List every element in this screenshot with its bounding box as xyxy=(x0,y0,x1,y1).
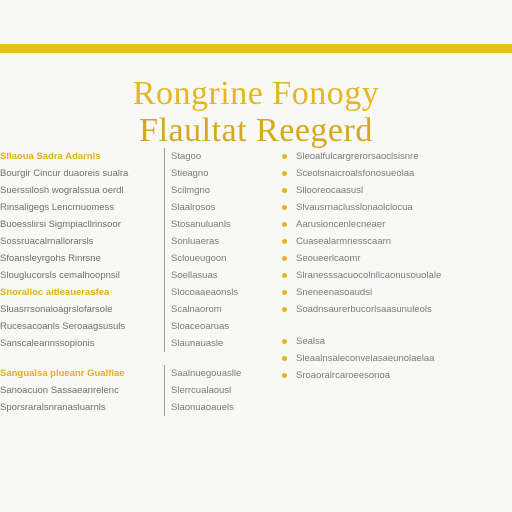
right-list-item xyxy=(280,165,510,182)
bullet-icon xyxy=(282,154,287,159)
middle-row: Scloueugoon xyxy=(164,250,254,267)
middle-row: Soellasuas xyxy=(164,267,254,284)
middle-row: Stagoo xyxy=(164,148,254,165)
page-title: Rongrine Fonogy xyxy=(132,75,380,112)
bullet-icon xyxy=(282,373,287,378)
left-row: Rinsaligegs Lencrnuomess xyxy=(0,202,115,213)
left-row: Sllaoua Sadra Adarnls xyxy=(0,151,101,162)
left-column xyxy=(0,148,140,416)
middle-row: Saalnuegouaslle xyxy=(164,365,254,382)
left-row: Slouglucorsls cemalhoopnsil xyxy=(0,270,120,281)
left-row: Sporsraralsnranasluarnls xyxy=(0,402,106,413)
right-item-text: Sllooreocaasusl xyxy=(296,185,364,196)
right-item-text: Aarusioncenlecneaer xyxy=(296,219,386,230)
middle-row: Slaunauasle xyxy=(164,335,254,352)
bullet-icon xyxy=(282,239,287,244)
bullet-icon xyxy=(282,339,287,344)
left-row: Sluasrrsonaloagrslofarsole xyxy=(0,304,113,315)
left-row: Sfoansleyrgohs Rinrsne xyxy=(0,253,101,264)
bullet-icon xyxy=(282,290,287,295)
bullet-icon xyxy=(282,205,287,210)
right-list-item xyxy=(280,250,510,267)
bullet-icon xyxy=(282,356,287,361)
right-list-item xyxy=(280,267,510,284)
right-item-text: Sealsa xyxy=(296,336,326,347)
right-item-text: Sroaoralrcaroeesonoa xyxy=(296,370,391,381)
right-item-text: Seoueerlcaomr xyxy=(296,253,361,264)
bullet-icon xyxy=(282,171,287,176)
right-item-text: Soadnsaurerbucorlsaasunuleols xyxy=(296,304,432,315)
middle-row: Sloaceoaruas xyxy=(164,318,254,335)
left-row: Suerssilosh wogralssua oerdl xyxy=(0,185,124,196)
middle-row: Scilmgno xyxy=(164,182,254,199)
bullet-icon xyxy=(282,188,287,193)
left-row: Rucesacoanls Seroaagsusuls xyxy=(0,321,126,332)
right-item-text: Slvausrnaclusslonaolclocua xyxy=(296,202,413,213)
right-item-text: Cuasealarmnesscaarn xyxy=(296,236,392,247)
middle-row: Scalnaorom xyxy=(164,301,254,318)
left-row: Snoralloc aitleauerasfea xyxy=(0,287,110,298)
right-list-item xyxy=(280,284,510,301)
right-item-text: Sneneenasoaudsl xyxy=(296,287,373,298)
middle-row: Slaonuaoauels xyxy=(164,399,254,416)
middle-row: Slocoaaeaonsls xyxy=(164,284,254,301)
right-list-item xyxy=(280,199,510,216)
right-list-item xyxy=(280,350,510,367)
left-row: Sanscaleannssopionis xyxy=(0,338,95,349)
right-list-item xyxy=(280,148,510,165)
left-row: Bourgir Cincur duaoreis sualra xyxy=(0,168,129,179)
left-row: Sanoacuon Sassaeanrelenc xyxy=(0,385,119,396)
right-list-item xyxy=(280,182,510,199)
middle-row: Slerrcualaousl xyxy=(164,382,254,399)
left-row: Sangualsa plueanr Gualfiae xyxy=(0,368,125,379)
middle-column xyxy=(164,148,254,416)
right-list-item xyxy=(280,333,510,350)
middle-row: Sonluaeras xyxy=(164,233,254,250)
middle-row: Slaalrosos xyxy=(164,199,254,216)
right-list-item xyxy=(280,233,510,250)
bullet-icon xyxy=(282,256,287,261)
middle-row: Stieagno xyxy=(164,165,254,182)
bullet-icon xyxy=(282,222,287,227)
right-item-text: Sleoalfulcargrerorsaoclsisnre xyxy=(296,151,419,162)
right-column xyxy=(280,148,510,384)
page-subtitle: Flaultat Reegerd xyxy=(139,112,373,149)
middle-row: Stosanuluanls xyxy=(164,216,254,233)
left-row: Buoesslirsi Sigmpiacllrinsoor xyxy=(0,219,121,230)
left-row: Sossruacalrnallorarsls xyxy=(0,236,94,247)
right-list-item xyxy=(280,301,510,318)
right-list-item xyxy=(280,367,510,384)
top-rule xyxy=(0,44,512,53)
right-item-text: Slranesssacuocolnllcaonusouolale xyxy=(296,270,442,281)
bullet-icon xyxy=(282,273,287,278)
right-item-text: Sceolsnaicroalsfonosueolaa xyxy=(296,168,415,179)
right-item-text: Sleaalnsaleconvelasaeunolaelaa xyxy=(296,353,435,364)
bullet-icon xyxy=(282,307,287,312)
right-list-item xyxy=(280,216,510,233)
